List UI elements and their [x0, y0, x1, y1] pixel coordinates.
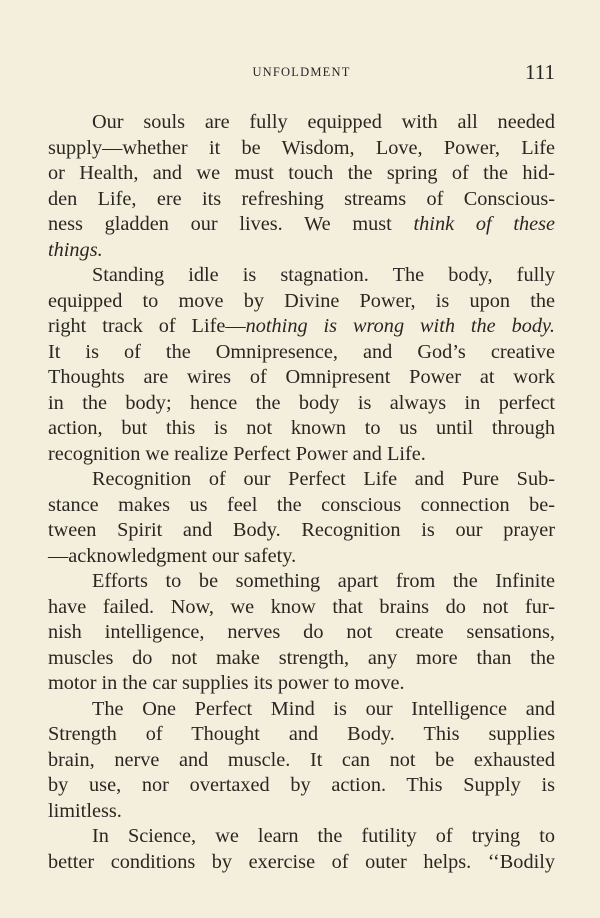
text-line — [48, 773, 555, 799]
paragraph — [48, 110, 555, 263]
text-segment: right track of Life— — [48, 315, 246, 337]
text-segment: stance makes us feel the conscious connection be- — [48, 493, 555, 516]
text-segment: den Life, ere its refreshing streams of Conscious- — [48, 187, 555, 210]
page-number: 111 — [525, 60, 555, 84]
paragraph — [48, 263, 555, 467]
text-line — [48, 748, 555, 774]
text-line — [48, 493, 555, 519]
text-segment: by use, nor overtaxed by action. This Supply is — [48, 774, 555, 796]
paragraph — [48, 569, 555, 697]
italic-text: think of these — [413, 213, 555, 235]
text-segment: tween Spirit and Body. Recognition is our prayer — [48, 519, 555, 541]
text-segment: or Health, and we must touch the spring of the hid- — [48, 162, 555, 184]
text-segment: in the body; hence the body is always in perfect — [48, 391, 555, 414]
text-line — [48, 467, 555, 493]
text-line — [48, 620, 555, 646]
text-line — [48, 136, 555, 162]
text-line — [48, 212, 555, 238]
text-segment: In Science, we learn the futility of trying to — [92, 825, 555, 847]
text-segment: Strength of Thought and Body. This supplies — [48, 723, 555, 745]
text-line — [48, 340, 555, 366]
text-line — [48, 824, 555, 850]
text-segment: —acknowledgment our safety. — [48, 544, 297, 567]
text-segment: It is of the Omnipresence, and God’s creative — [48, 340, 555, 363]
text-line — [48, 365, 555, 391]
text-line — [48, 850, 555, 876]
text-segment: supply—whether it be Wisdom, Love, Power, Life — [48, 136, 555, 159]
text-line — [48, 799, 555, 825]
text-segment: Thoughts are wires of Omnipresent Power at work — [48, 366, 555, 388]
text-line — [48, 391, 555, 417]
text-line — [48, 263, 555, 289]
text-segment: Our souls are fully equipped with all needed — [92, 111, 555, 133]
text-line — [48, 646, 555, 672]
text-segment: recognition we realize Perfect Power and Life. — [48, 442, 426, 465]
text-segment: limitless. — [48, 799, 122, 822]
text-line — [48, 289, 555, 315]
text-line — [48, 518, 555, 544]
paragraph — [48, 824, 555, 875]
text-line — [48, 544, 555, 570]
text-line — [48, 238, 555, 264]
text-segment: ness gladden our lives. We must — [48, 213, 414, 235]
body-text — [48, 110, 555, 875]
text-line — [48, 442, 555, 468]
text-line — [48, 595, 555, 621]
text-segment: Standing idle is stagnation. The body, fully — [92, 264, 555, 286]
text-segment: brain, nerve and muscle. It can not be exhausted — [48, 748, 555, 771]
italic-text: nothing is wrong with the body. — [245, 315, 556, 337]
text-line — [48, 569, 555, 595]
text-line — [48, 161, 555, 187]
text-segment: muscles do not make strength, any more than the — [48, 646, 555, 669]
text-segment: Recognition of our Perfect Life and Pure Sub- — [92, 468, 555, 490]
text-segment: Efforts to be something apart from the Infinite — [92, 570, 555, 592]
text-segment: motor in the car supplies its power to move. — [48, 672, 405, 694]
text-line — [48, 671, 555, 697]
text-segment: The One Perfect Mind is our Intelligence and — [92, 697, 555, 720]
running-head — [48, 60, 555, 86]
text-segment: action, but this is not known to us until through — [48, 417, 555, 439]
paragraph — [48, 697, 555, 825]
text-segment: have failed. Now, we know that brains do not fur- — [48, 595, 555, 618]
text-line — [48, 314, 555, 340]
text-line — [48, 697, 555, 723]
italic-text: things. — [48, 238, 103, 261]
text-segment: nish intelligence, nerves do not create sensations, — [48, 621, 555, 643]
text-line — [48, 416, 555, 442]
running-head-title: UNFOLDMENT — [252, 65, 351, 79]
text-segment: better conditions by exercise of outer helps. ‘‘Bodily — [48, 850, 555, 873]
text-line — [48, 110, 555, 136]
text-segment: equipped to move by Divine Power, is upon the — [48, 289, 555, 312]
text-line — [48, 187, 555, 213]
paragraph — [48, 467, 555, 569]
text-line — [48, 722, 555, 748]
